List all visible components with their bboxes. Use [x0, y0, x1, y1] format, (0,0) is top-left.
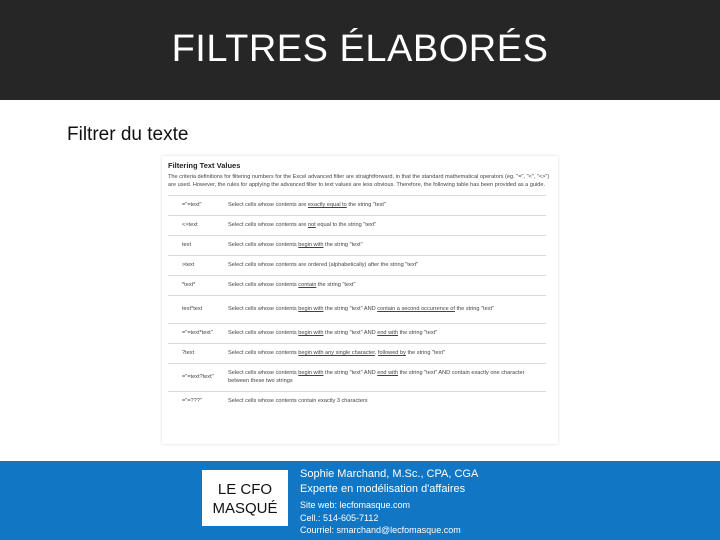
description-u: contain — [298, 281, 317, 288]
description-pre: Select cells whose contents — [228, 349, 299, 356]
description-post: the string "text" AND — [323, 305, 378, 312]
criteria-row — [168, 216, 546, 236]
description-post: the string "text" — [323, 241, 363, 248]
criteria-row — [168, 196, 546, 216]
description-pre: Select cells whose contents are — [228, 201, 308, 208]
description-cell — [226, 236, 546, 256]
description-post: the string "text" — [316, 281, 356, 288]
description-cell — [226, 364, 546, 392]
description-u: begin with — [298, 370, 324, 377]
cell-text: Cell.: 514-605-7112 — [300, 512, 379, 523]
criteria-row — [168, 364, 546, 392]
description-post: , — [374, 349, 378, 356]
criteria-cell: >text — [168, 256, 226, 276]
description-u: begin with any single character — [298, 349, 375, 356]
description-post2: the string "text" — [454, 305, 495, 312]
logo-line-1: LE CFO — [217, 481, 273, 498]
description-post: ordered (alphabetically) after the string "text" — [307, 261, 419, 268]
description-pre: Select cells whose contents — [228, 329, 299, 336]
criteria-cell: ="=text" — [168, 196, 226, 216]
criteria-cell: <>text — [168, 216, 226, 236]
description-post: the string "text" AND — [323, 329, 378, 336]
description-post: the string "text" — [346, 201, 386, 208]
criteria-table — [168, 195, 546, 411]
description-u2: end with — [377, 329, 399, 336]
description-pre: Select cells whose contents — [228, 281, 299, 288]
description-cell — [226, 216, 546, 236]
slide-title: FILTRES ÉLABORÉS — [171, 28, 549, 70]
logo — [202, 470, 288, 526]
description-cell — [226, 324, 546, 344]
slide-subtitle: Filtrer du texte — [67, 124, 189, 145]
document-intro: The criteria definitions for filtering numbers for the Excel advanced filter are straightforward, in that the standard mathematical operators (eg. "=", "<", "<>") are used. However, the rules for applying the advanced filter to text values are less obvious. Therefore, the following table has been provided as a guide. — [168, 174, 550, 188]
description-post2: the string "text" — [405, 349, 445, 356]
description-cell — [226, 296, 546, 324]
description-pre: Select cells whose contents are — [228, 261, 308, 268]
document-heading: Filtering Text Values — [168, 161, 241, 170]
description-u: begin with — [298, 241, 324, 248]
description-u: begin with — [298, 305, 324, 312]
description-cell — [226, 344, 546, 364]
criteria-row — [168, 276, 546, 296]
description-pre: Select cells whose contents — [228, 305, 299, 312]
description-u2: contain a second occurrence of — [377, 305, 455, 312]
criteria-cell: ="=???" — [168, 392, 226, 412]
description-post2: the string "text" — [398, 329, 438, 336]
description-post: the string "text" AND — [323, 370, 378, 377]
description-u2: followed by — [377, 349, 406, 356]
document-content — [168, 160, 552, 411]
criteria-row — [168, 236, 546, 256]
description-u: begin with — [298, 329, 324, 336]
author-role: Experte en modélisation d'affaires — [300, 483, 466, 495]
criteria-row — [168, 296, 546, 324]
document-screenshot — [162, 156, 558, 444]
criteria-cell: text — [168, 236, 226, 256]
description-u: exactly equal to — [307, 201, 347, 208]
description-cell — [226, 392, 546, 412]
description-pre: Select cells whose contents — [228, 241, 299, 248]
description-post2: the string "text" AND contain exactly one character between these two strings — [228, 370, 525, 384]
criteria-cell: ="=text*text" — [168, 324, 226, 344]
description-pre: Select cells whose contents — [228, 370, 299, 377]
logo-line-2: MASQUÉ — [212, 500, 278, 517]
criteria-row — [168, 256, 546, 276]
description-pre: Select cells whose contents contain exactly 3 characters — [228, 397, 368, 404]
criteria-cell: *text* — [168, 276, 226, 296]
description-cell — [226, 276, 546, 296]
criteria-cell: ?text — [168, 344, 226, 364]
criteria-row — [168, 392, 546, 412]
contact-block — [300, 467, 478, 537]
title-bar — [0, 0, 720, 100]
criteria-row — [168, 344, 546, 364]
email-text: Courriel: smarchand@lecfomasque.com — [300, 525, 461, 535]
criteria-cell: ="=text?text" — [168, 364, 226, 392]
description-post: equal to the string "text" — [315, 221, 377, 228]
criteria-table-body — [168, 196, 546, 412]
description-u2: end with — [377, 370, 399, 377]
criteria-row — [168, 324, 546, 344]
description-cell — [226, 256, 546, 276]
description-cell — [226, 196, 546, 216]
description-u: not — [307, 221, 316, 228]
website-text: Site web: lecfomasque.com — [300, 500, 411, 510]
author-name: Sophie Marchand, M.Sc., CPA, CGA — [300, 468, 479, 480]
description-pre: Select cells whose contents are — [228, 221, 308, 228]
criteria-cell: text*text — [168, 296, 226, 324]
